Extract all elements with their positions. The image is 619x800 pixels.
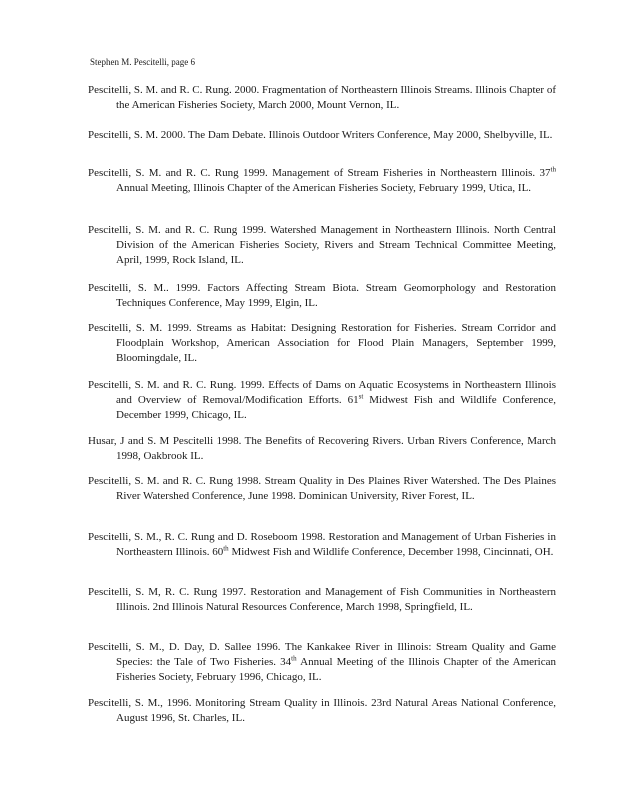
citation-text: Midwest Fish and Wildlife Conference, December 1999, Chicago, IL. [116, 394, 556, 421]
ordinal-suffix: th [291, 654, 297, 663]
page-header: Stephen M. Pescitelli, page 6 [90, 57, 195, 67]
citation-entry [88, 378, 556, 423]
citation-text: Pescitelli, S. M., R. C. Rung and D. Roseboom 1998. Restoration and Management of Urban Fisheries in Northeastern Illinois. 60 [88, 531, 556, 558]
citation-text: Annual Meeting, Illinois Chapter of the American Fisheries Society, February 1999, Utica, IL. [116, 182, 532, 194]
citation-text: Pescitelli, S. M. and R. C. Rung. 1999. Effects of Dams on Aquatic Ecosystems in Northeastern Illinois and Overview of Removal/Modification Efforts. 61 [88, 379, 556, 406]
ordinal-suffix: th [223, 544, 229, 553]
ordinal-suffix: th [550, 165, 556, 174]
citation-entry: Husar, J and S. M Pescitelli 1998. The Benefits of Recovering Rivers. Urban Rivers Conference, March 1998, Oakbrook IL. [88, 435, 556, 462]
citation-entry [88, 166, 556, 196]
citation-text: Midwest Fish and Wildlife Conference, December 1998, Cincinnati, OH. [228, 546, 554, 558]
citation-entry [88, 530, 556, 560]
citation-entry: Pescitelli, S. M. and R. C. Rung 1999. Watershed Management in Northeastern Illinois. North Central Division of the American Fisheries Society, Rivers and Stream Technical Committee Meeting, April, 1999, Rock Island, IL. [88, 224, 556, 266]
citation-entry: Pescitelli, S. M. and R. C. Rung. 2000. Fragmentation of Northeastern Illinois Streams. Illinois Chapter of the American Fisheries Society, March 2000, Mount Vernon, IL. [88, 84, 556, 111]
citation-text: Pescitelli, S. M. and R. C. Rung 1999. Management of Stream Fisheries in Northeastern Illinois. 37 [88, 167, 551, 179]
citation-entry: Pescitelli, S. M., 1996. Monitoring Stream Quality in Illinois. 23rd Natural Areas National Conference, August 1996, St. Charles, IL. [88, 697, 556, 724]
citation-entry: Pescitelli, S. M, R. C. Rung 1997. Restoration and Management of Fish Communities in Northeastern Illinois. 2nd Illinois Natural Resources Conference, March 1998, Springfield, IL. [88, 586, 556, 613]
ordinal-suffix: st [358, 392, 364, 401]
citation-entry: Pescitelli, S. M. 1999. Streams as Habitat: Designing Restoration for Fisheries. Stream Corridor and Floodplain Workshop, American Association for Flood Plain Managers, September 1999, Bloomingdale, IL. [88, 322, 556, 364]
citation-entry: Pescitelli, S. M.. 1999. Factors Affecting Stream Biota. Stream Geomorphology and Restoration Techniques Conference, May 1999, Elgin, IL. [88, 282, 556, 309]
citation-entry: Pescitelli, S. M. and R. C. Rung 1998. Stream Quality in Des Plaines River Watershed. The Des Plaines River Watershed Conference, June 1998. Dominican University, River Forest, IL. [88, 475, 556, 502]
citation-text: Pescitelli, S. M., D. Day, D. Sallee 1996. The Kankakee River in Illinois: Stream Quality and Game Species: the Tale of Two Fisheries. 34 [88, 641, 556, 668]
citation-text: Annual Meeting of the Illinois Chapter of the American Fisheries Society, February 1996, Chicago, IL. [116, 656, 557, 683]
citation-entry: Pescitelli, S. M. 2000. The Dam Debate. Illinois Outdoor Writers Conference, May 2000, Shelbyville, IL. [88, 129, 553, 141]
citation-entry [88, 640, 556, 685]
